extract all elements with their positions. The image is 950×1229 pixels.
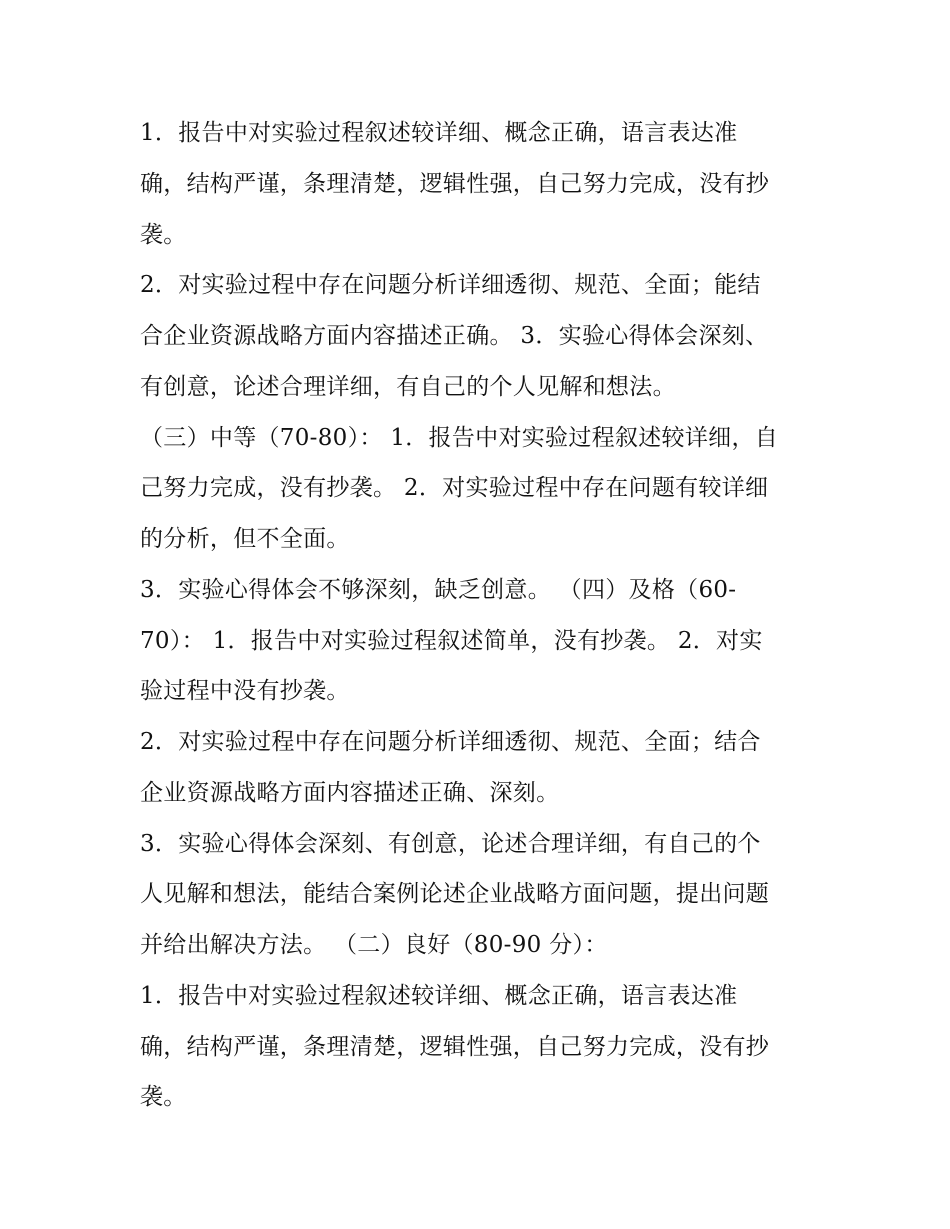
text-line: 企业资源战略方面内容描述正确、深刻。 <box>140 779 560 806</box>
text-line: 确，结构严谨，条理清楚，逻辑性强，自己努力完成，没有抄 <box>140 1033 770 1060</box>
text-line: 人见解和想法，能结合案例论述企业战略方面问题，提出问题 <box>140 881 770 908</box>
text-line: 合企业资源战略方面内容描述正确。 3．实验心得体会深刻、 <box>140 323 769 349</box>
text-line: 并给出解决方法。 （二）良好（80-90 分）： <box>140 932 608 958</box>
text-line: （三）中等（70-80）： 1．报告中对实验过程叙述较详细，自 <box>140 424 779 451</box>
text-line: 确，结构严谨，条理清楚，逻辑性强，自己努力完成，没有抄 <box>140 170 770 197</box>
text-line: 的分析，但不全面。 <box>140 526 350 552</box>
text-line: 1．报告中对实验过程叙述较详细、概念正确，语言表达准 <box>140 982 738 1009</box>
document-body <box>140 108 820 1123</box>
text-line: 2．对实验过程中存在问题分析详细透彻、规范、全面；结合 <box>140 729 761 755</box>
text-line: 袭。 <box>140 1084 187 1111</box>
text-line: 有创意，论述合理详细，有自己的个人见解和想法。 <box>140 373 676 400</box>
text-line: 3．实验心得体会深刻、有创意，论述合理详细，有自己的个 <box>140 830 761 857</box>
text-line: 2．对实验过程中存在问题分析详细透彻、规范、全面；能结 <box>140 272 761 299</box>
text-line: 袭。 <box>140 221 187 248</box>
text-line: 70）： 1．报告中对实验过程叙述简单，没有抄袭。 2．对实 <box>140 627 763 654</box>
text-line: 验过程中没有抄袭。 <box>140 678 350 705</box>
text-line: 1．报告中对实验过程叙述较详细、概念正确，语言表达准 <box>140 120 738 146</box>
text-line: 3．实验心得体会不够深刻，缺乏创意。 （四）及格（60- <box>140 576 737 603</box>
text-line: 己努力完成，没有抄袭。 2．对实验过程中存在问题有较详细 <box>140 475 769 502</box>
